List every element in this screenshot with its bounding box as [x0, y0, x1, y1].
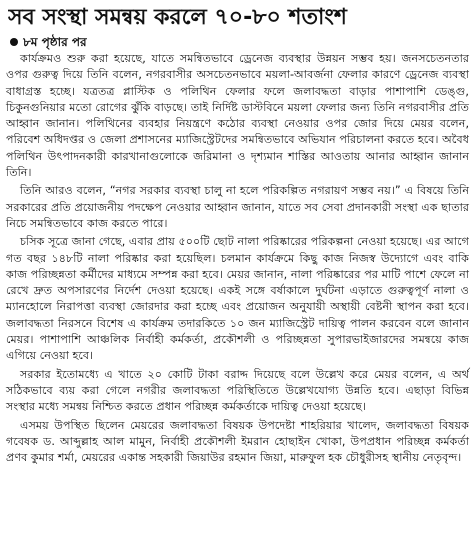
continued-from-label: ৮ম পৃষ্ঠার পর — [23, 35, 87, 49]
article-paragraph-2: তিনি আরও বলেন, “নগর সরকার ব্যবস্থা চালু না হলে পরিকল্পিত নগরায়ণ সম্ভব নয়।” এ বিষয়ে তিনি সরকারের প্রতি প্রয়োজনীয় পদক্ষেপ নেওয়ার আহ্বান জানান, যাতে সব সেবা প্রদানকারী সংস্থা এক ছাতার নিচে সমন্বিতভাবে কাজ করতে পারে। — [6, 184, 469, 230]
article-paragraph-3: চসিক সূত্রে জানা গেছে, এবার প্রায় ৫০০টি ছোট নালা পরিষ্কারের পরিকল্পনা নেওয়া হয়েছে। এর আগে গত বছর ১৪৮টি নালা পরিষ্কার করা হয়েছিল। চলমান কার্যক্রমে কিছু কাজ নিজস্ব উদ্যোগে এবং বাকি কাজ পরিচ্ছন্নতা কর্মীদের মাধ্যমে সম্পন্ন করা হবে। মেয়র জানান, নালা পরিষ্কারের পর মাটি পাশে ফেলে না রেখে দ্রুত অপসারণের নির্দেশ দেওয়া হয়েছে। একই সঙ্গে বর্ষাকালে দুর্ঘটনা এড়াতে গুরুত্বপূর্ণ নালা ও ম্যানহোলে নিরাপত্তা ব্যবস্থা জোরদার করা হচ্ছে এবং প্রয়োজন অনুযায়ী অস্থায়ী বেষ্টনী স্থাপন করা হবে। জলাবদ্ধতা নিরসনে বিশেষ এ কার্যক্রম তদারকিতে ১০ জন ম্যাজিস্ট্রেট দায়িত্ব পালন করবেন বলে জানান মেয়র। পাশাপাশি আঞ্চলিক নির্বাহী কর্মকর্তা, প্রকৌশলী ও পরিচ্ছন্নতা সুপারভাইজারদের সমন্বয়ে কাজ এগিয়ে নেওয়া হবে। — [6, 235, 469, 363]
bullet-icon — [10, 38, 18, 46]
article-paragraph-1: কার্যক্রমও শুরু করা হয়েছে, যাতে সমন্বিতভাবে ড্রেনেজ ব্যবস্থার উন্নয়ন সম্ভব হয়। জনসচেতনতার ওপর গুরুত্ব দিয়ে তিনি বলেন, নগরবাসীর অসচেতনভাবে ময়লা-আবর্জনা ফেলার কারণে ড্রেনেজ ব্যবস্থা বাধাগ্রস্ত হচ্ছে। যত্রতত্র প্লাস্টিক ও পলিথিন ফেলার ফলে জলাবদ্ধতা বাড়ার পাশাপাশি ডেঙ্গু, চিকুনগুনিয়ার মতো রোগের ঝুঁকি বাড়ছে। তাই নির্দিষ্ট ডাস্টবিনে ময়লা ফেলার জন্য তিনি নগরবাসীর প্রতি আহ্বান জানান। পলিথিনের ব্যবহার নিয়ন্ত্রণে কঠোর ব্যবস্থা নেওয়ার ওপর জোর দিয়ে মেয়র বলেন, পরিবেশ অধিদপ্তর ও জেলা প্রশাসনের ম্যাজিস্ট্রেটদের সমন্বিতভাবে অভিযান পরিচালনা করতে হবে। অবৈধ পলিথিন উৎপাদনকারী কারখানাগুলোকে জরিমানা ও দৃশ্যমান শাস্তির আওতায় আনার আহ্বান জানান তিনি। — [6, 52, 469, 180]
article-body — [6, 51, 469, 466]
article-paragraph-4: সরকার ইতোমধ্যে এ খাতে ২০ কোটি টাকা বরাদ্দ দিয়েছে বলে উল্লেখ করে মেয়র বলেন, এ অর্থ সঠিকভাবে ব্যয় করা গেলে নগরীর জলাবদ্ধতা পরিস্থিতিতে উল্লেখযোগ্য উন্নতি হবে। এছাড়া বিভিন্ন সংস্থার মধ্যে সমন্বয় নিশ্চিত করতে প্রধান পরিচ্ছন্ন কর্মকর্তাকে দায়িত্ব দেওয়া হয়েছে। — [6, 367, 469, 414]
article-headline: সব সংস্থা সমন্বয় করলে ৭০-৮০ শতাংশ — [8, 5, 347, 30]
article-paragraph-5: এসময় উপস্থিত ছিলেন মেয়রের জলাবদ্ধতা বিষয়ক উপদেষ্টা শাহরিয়ার খালেদ, জলাবদ্ধতা বিষয়ক গবেষক ড. আব্দুল্লাহ আল মামুন, নির্বাহী প্রকৌশলী ইমরান হোছাইন খোকা, উপপ্রধান পরিচ্ছন্ন কর্মকর্তা প্রণব কুমার শর্মা, মেয়রের একান্ত সহকারী জিয়াউর রহমান জিয়া, মারুফুল হক চৌধুরীসহ স্থানীয় নেতৃবৃন্দ। — [6, 418, 469, 465]
continued-from-line — [10, 34, 469, 50]
